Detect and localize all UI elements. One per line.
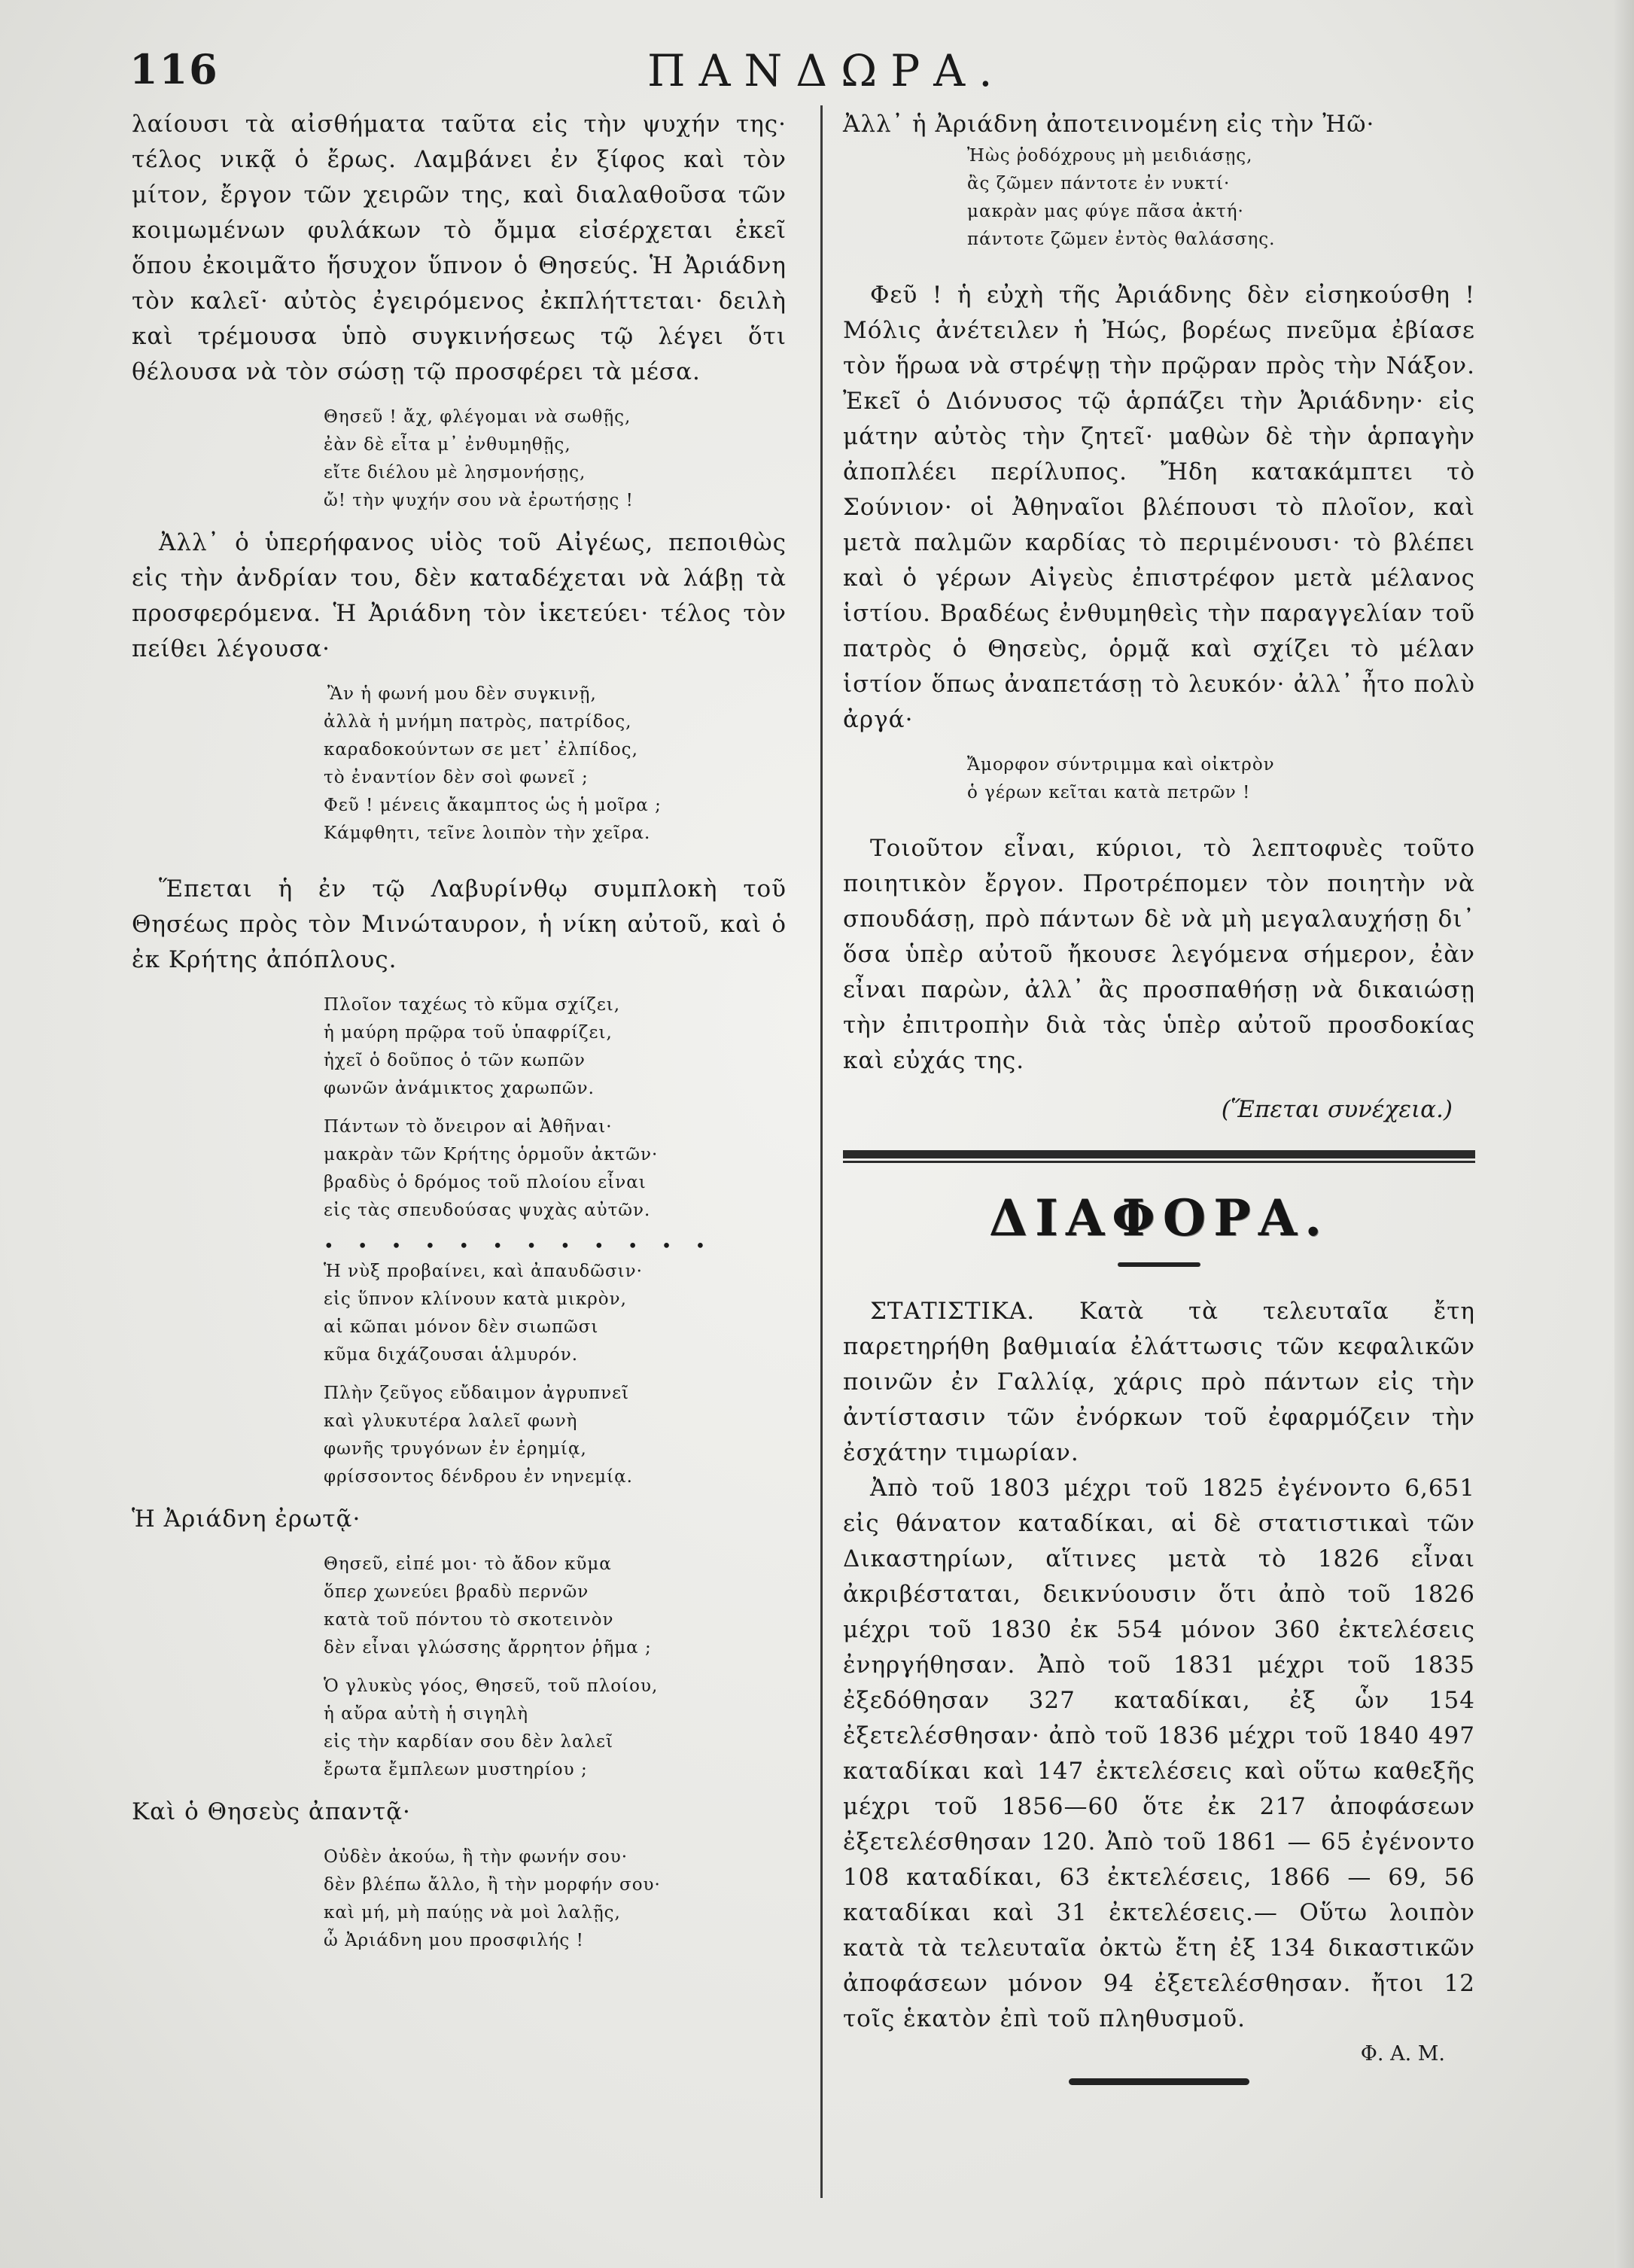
left-column [132,107,787,1965]
verse-line: ἐὰν δὲ εἶτα μ᾽ ἐνθυμηθῇς, [324,435,571,455]
verse-line: κατὰ τοῦ πόντου τὸ σκοτεινὸν [324,1610,614,1630]
verse-line: Πλὴν ζεῦγος εὔδαιμον ἀγρυπνεῖ [324,1384,630,1403]
right-paragraph-3: Τοιοῦτον εἶναι, κύριοι, τὸ λεπτοφυὲς τοῦτο ποιητικὸν ἔργον. Προτρέπομεν τὸν ποιητὴν νὰ σπουδάσῃ, πρὸ πάντων δὲ νὰ μὴ μεγαλαυχήσῃ δι᾽ ὅσα ὑπὲρ αὐτοῦ ἤκουσε λεγόμενα σήμερον, ἐὰν εἶναι παρὼν, ἀλλ᾽ ἂς προσπαθήσῃ νὰ δικαιώσῃ τὴν ἐπιτροπὴν διὰ τὰς ὑπὲρ αὐτοῦ προσδοκίας καὶ εὐχάς της. [843,835,1475,1074]
verse-line: Ἂν ἡ φωνή μου δὲν συγκινῇ, [327,684,597,704]
verse-line: Φεῦ ! μένεις ἄκαμπτος ὡς ἡ μοῖρα ; [324,796,662,815]
verse-line: φωνῆς τρυγόνων ἐν ἐρημίᾳ, [324,1439,587,1459]
verse-line: εἰς ὕπνον κλίνουν κατὰ μικρὸν, [324,1289,627,1309]
verse-line: φωνῶν ἀνάμικτος χαρωπῶν. [324,1079,595,1098]
right-column [843,107,1475,2085]
verse-line: δὲν βλέπω ἄλλο, ἢ τὴν μορφήν σου· [324,1875,661,1895]
verse-stanza-3b [132,1113,787,1225]
verse-line: μακρὰν τῶν Κρήτης ὁρμοῦν ἀκτῶν· [324,1145,659,1164]
heading-ornament [1118,1262,1200,1267]
verse-line: Οὐδὲν ἀκούω, ἢ τὴν φωνήν σου· [324,1847,628,1867]
verse-line: ὅπερ χωνεύει βραδὺ περνῶν [324,1582,589,1602]
verse-stanza-4a [132,1551,787,1662]
page-number: 116 [129,45,219,93]
section-divider-rule [843,1150,1475,1158]
verse-stanza-5 [132,1843,787,1955]
verse-stanza-4b [132,1673,787,1784]
verse-line: ὁ γέρων κεῖται κατὰ πετρῶν ! [967,783,1251,802]
left-paragraph-1: λαίουσι τὰ αἰσθήματα ταῦτα εἰς τὴν ψυχήν της· τέλος νικᾷ ὁ ἔρως. Λαμβάνει ἐν ξίφος καὶ τὸν μίτον, ἔργον τῶν χειρῶν της, καὶ διαλαθοῦσα τῶν κοιμωμένων φυλάκων τὸ ὄμμα εἰσέρχεται ἐκεῖ ὅπου ἐκοιμᾶτο ἥσυχον ὕπνον ὁ Θησεύς. Ἡ Ἀριάδνη τὸν καλεῖ· αὐτὸς ἐγειρόμενος ἐκπλήττεται· δειλὴ καὶ τρέμουσα ὑπὸ συγκινήσεως τῷ λέγει ὅτι θέλουσα νὰ τὸν σώσῃ τῷ προσφέρει τὰ μέσα. [132,111,787,385]
statistics-paragraph-2: Ἀπὸ τοῦ 1803 μέχρι τοῦ 1825 ἐγένοντο 6,651 εἰς θάνατον καταδίκαι, αἱ δὲ στατιστικαὶ τῶν Δικαστηρίων, αἵτινες μετὰ τὸ 1826 εἶναι ἀκριβέσταται, δεικνύουσιν ὅτι ἀπὸ τοῦ 1826 μέχρι τοῦ 1830 ἐκ 554 μόνον 360 ἐκτελέσεις ἐνηργήθησαν. Ἀπὸ τοῦ 1831 μέχρι τοῦ 1835 ἐξεδόθησαν 327 καταδίκαι, ἐξ ὧν 154 ἐξετελέσθησαν· ἀπὸ τοῦ 1836 μέχρι τοῦ 1840 497 καταδίκαι καὶ 147 ἐκτελέσεις καὶ οὕτω καθεξῆς μέχρι τοῦ 1856—60 ὅτε ἐκ 217 ἀποφάσεων ἐξετελέσθησαν 120. Ἀπὸ τοῦ 1861 — 65 ἐγένοντο 108 καταδίκαι, 63 ἐκτελέσεις, 1866 — 69, 56 καταδίκαι καὶ 31 ἐκτελέσεις.— Οὕτω λοιπὸν κατὰ τὰ τελευταῖα ὀκτὼ ἔτη ἐξ 134 δικαστικῶν ἀποφάσεων μόνον 94 ἐξετελέσθησαν. ἤτοι 12 τοῖς ἑκατὸν ἐπὶ τοῦ πληθυσμοῦ. [843,1475,1475,2032]
verse-stanza-2 [132,680,787,848]
verse-line: Ἡ νὺξ προβαίνει, καὶ ἀπαυδῶσιν· [324,1262,643,1281]
author-signature: Φ. Α. Μ. [1360,2042,1445,2066]
verse-line: τὸ ἐναντίον δὲν σοὶ φωνεῖ ; [324,768,589,787]
column-rule [820,105,823,2198]
verse-line: ἀλλὰ ἡ μνήμη πατρὸς, πατρίδος, [324,712,632,732]
verse-line: αἱ κῶπαι μόνον δὲν σιωπῶσι [324,1317,599,1337]
left-paragraph-2: Ἀλλ᾽ ὁ ὑπερήφανος υἱὸς τοῦ Αἰγέως, πεποιθὼς εἰς τὴν ἀνδρίαν του, δὲν καταδέχεται νὰ λάβῃ τὰ προσφερόμενα. Ἡ Ἀριάδνη τὸν ἱκετεύει· τέλος τὸν πείθει λέγουσα· [132,529,787,662]
statistics-paragraph-1: ΣΤΑΤΙΣΤΙΚΑ. Κατὰ τὰ τελευταῖα ἔτη παρετηρήθη βαθμιαία ἐλάττωσις τῶν κεφαλικῶν ποινῶν ἐν Γαλλίᾳ, χάρις πρὸ πάντων εἰς τὴν ἀντίστασιν τῶν ἐνόρκων τοῦ ἐφαρμόζειν τὴν ἐσχάτην τιμωρίαν. [843,1298,1475,1466]
verse-line: δὲν εἶναι γλώσσης ἄρρητον ῥῆμα ; [324,1638,652,1658]
ellipsis-dots: • • • • • • • • • • • • [324,1237,715,1256]
verse-line: Κάμφθητι, τεῖνε λοιπὸν τὴν χεῖρα. [324,823,651,843]
verse-line: βραδὺς ὁ δρόμος τοῦ πλοίου εἶναι [324,1173,647,1192]
left-paragraph-3: Ἕπεται ἡ ἐν τῷ Λαβυρίνθῳ συμπλοκὴ τοῦ Θησέως πρὸς τὸν Μινώταυρον, ἡ νίκη αὐτοῦ, καὶ ὁ ἐκ Κρήτης ἀπόπλους. [132,875,787,973]
verse-line: καὶ γλυκυτέρα λαλεῖ φωνὴ [324,1411,578,1431]
section-heading: ΔΙΑΦΟΡΑ. [988,1189,1330,1247]
verse-line: Θησεῦ ! ἄχ, φλέγομαι νὰ σωθῇς, [324,407,631,427]
running-title: ΠΑΝΔΩΡΑ. [647,45,1006,96]
left-paragraph-4: Ἡ Ἀριάδνη ἐρωτᾷ· [132,1505,361,1533]
verse-stanza-3c [132,1258,787,1369]
verse-line: μακρὰν μας φύγε πᾶσα ἀκτή· [967,202,1244,221]
verse-stanza-r1 [843,142,1475,254]
verse-line: ὤ! τὴν ψυχήν σου νὰ ἐρωτήσῃς ! [324,491,634,510]
verse-line: ἡ μαύρη πρῷρα τοῦ ὑπαφρίζει, [324,1023,613,1043]
verse-line: Πλοῖον ταχέως τὸ κῦμα σχίζει, [324,995,621,1015]
verse-line: εἰς τὰς σπευδούσας ψυχὰς αὐτῶν. [324,1201,651,1220]
tail-ornament [1069,2078,1249,2085]
verse-stanza-r2 [843,751,1475,807]
continued-note: (Ἕπεται συνέχεια.) [1221,1096,1453,1123]
right-paragraph-2: Φεῦ ! ἡ εὐχὴ τῆς Ἀριάδνης δὲν εἰσηκούσθη ! Μόλις ἀνέτειλεν ἡ Ἠώς, βορέως πνεῦμα ἐβίασε τὸν ἥρωα νὰ στρέψῃ τὴν πρῷραν πρὸς τὴν Νάξον. Ἐκεῖ ὁ Διόνυσος τῷ ἁρπάζει τὴν Ἀριάδνην· εἰς μάτην αὐτὸς τὴν ζητεῖ· μαθὼν δὲ τὴν ἁρπαγὴν ἀποπλέει περίλυπος. Ἤδη κατακάμπτει τὸ Σούνιον· οἱ Ἀθηναῖοι βλέπουσι τὸ πλοῖον, καὶ μετὰ παλμῶν καρδίας τὸ περιμένουσι· τὸ βλέπει καὶ ὁ γέρων Αἰγεὺς ἐπιστρέφον μετὰ μέλανος ἱστίου. Βραδέως ἐνθυμηθεὶς τὴν παραγγελίαν τοῦ πατρὸς ὁ Θησεὺς, ὁρμᾷ καὶ σχίζει τὸ μέλαν ἱστίον ὅπως ἀναπετάσῃ τὸ λευκόν· ἀλλ᾽ ἦτο πολὺ ἀργά· [843,282,1475,733]
page-edge [1614,0,1634,2268]
verse-line: καὶ μή, μὴ παύῃς νὰ μοὶ λαλῇς, [324,1903,621,1922]
verse-line: καραδοκούντων σε μετ᾽ ἐλπίδος, [324,740,638,760]
left-paragraph-5: Καὶ ὁ Θησεὺς ἀπαντᾷ· [132,1798,411,1825]
verse-line: ἔρωτα ἔμπλεων μυστηρίου ; [324,1760,588,1779]
right-paragraph-1: Ἀλλ᾽ ἡ Ἀριάδνη ἀποτεινομένη εἰς τὴν Ἠῶ· [843,111,1375,138]
verse-line: ἡ αὔρα αὐτὴ ἡ σιγηλὴ [324,1704,528,1724]
verse-line: Ἄμορφον σύντριμμα καὶ οἰκτρὸν [967,755,1275,775]
verse-line: εἰς τὴν καρδίαν σου δὲν λαλεῖ [324,1732,613,1752]
verse-stanza-1 [132,403,787,515]
verse-stanza-3a [132,991,787,1103]
verse-line: ἂς ζῶμεν πάντοτε ἐν νυκτί· [967,174,1231,193]
verse-line: Ὁ γλυκὺς γόος, Θησεῦ, τοῦ πλοίου, [324,1676,659,1696]
verse-line: κῦμα διχάζουσαι ἁλμυρόν. [324,1345,579,1365]
verse-line: ὦ Ἀριάδνη μου προσφιλής ! [324,1931,584,1950]
verse-line: πάντοτε ζῶμεν ἐντὸς θαλάσσης. [967,230,1276,249]
verse-line: Ἠὼς ῥοδόχρους μὴ μειδιάσῃς, [967,146,1253,166]
verse-line: ἠχεῖ ὁ δοῦπος ὁ τῶν κωπῶν [324,1051,586,1070]
verse-line: Θησεῦ, εἰπέ μοι· τὸ ἄδον κῦμα [324,1554,612,1574]
verse-line: Πάντων τὸ ὄνειρον αἱ Ἀθῆναι· [324,1117,613,1137]
verse-line: εἴτε διέλου μὲ λησμονήσῃς, [324,463,586,483]
verse-line: φρίσσοντος δένδρου ἐν νηνεμίᾳ. [324,1467,633,1487]
verse-stanza-3d [132,1380,787,1491]
